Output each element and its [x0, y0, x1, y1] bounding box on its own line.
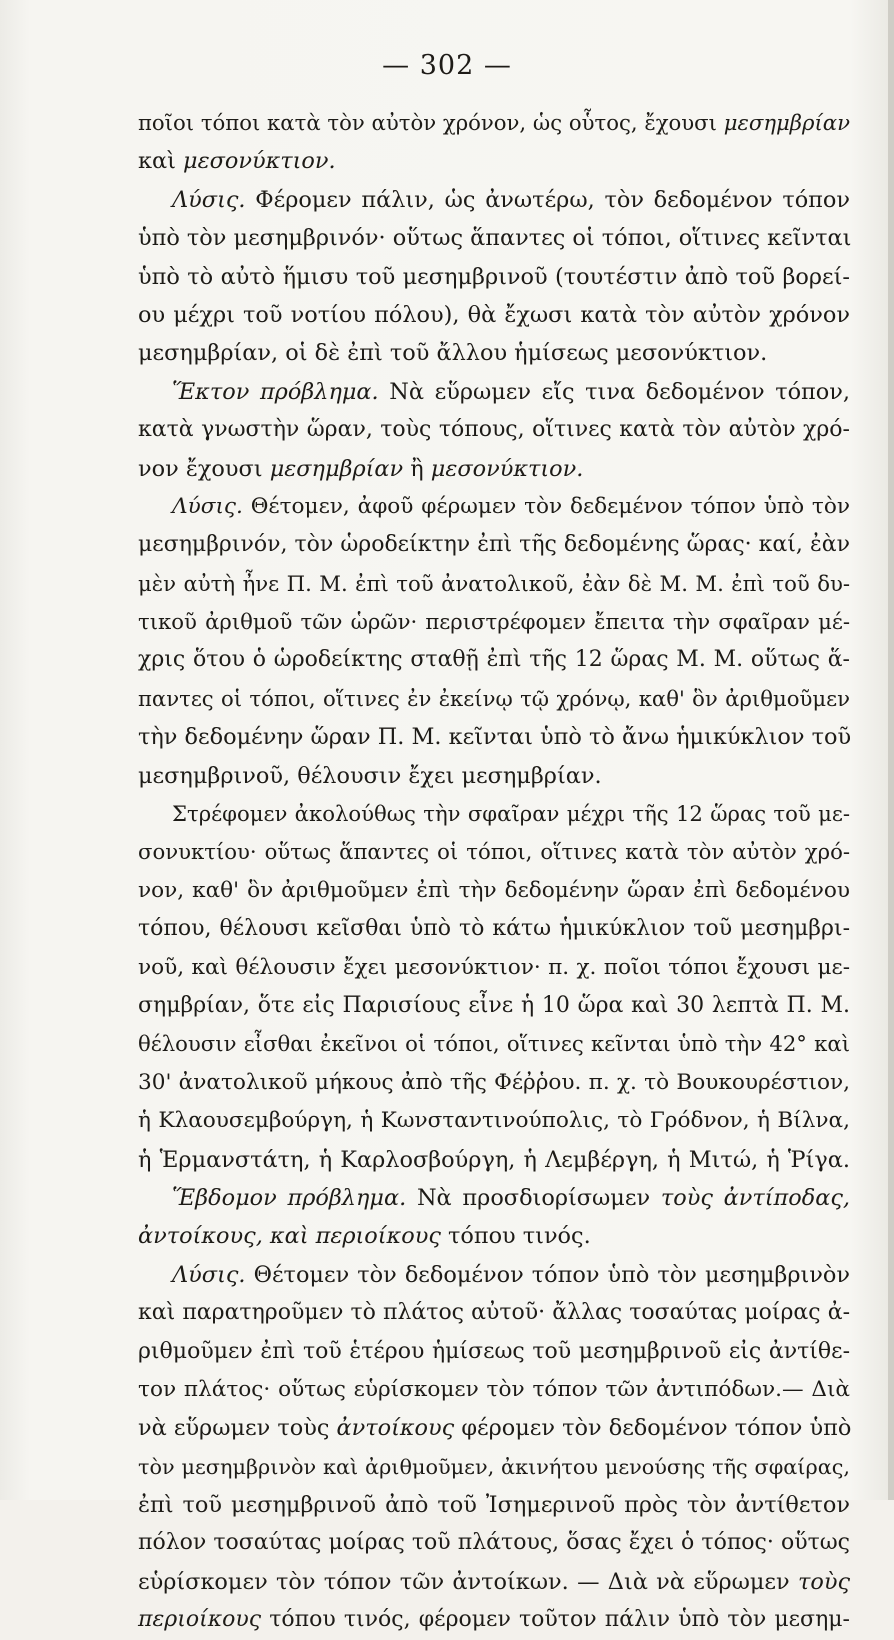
text-line — [138, 1601, 850, 1639]
text-line — [138, 987, 850, 1025]
italic-text-run: μεσονύκτιον. — [183, 148, 336, 175]
text-line — [138, 1179, 850, 1217]
text-line — [138, 373, 850, 411]
text-run: ἐπὶ τοῦ μεσημβρινοῦ ἀπὸ τοῦ Ἰσημερινοῦ πρὸς τὸν ἀντίθετον — [138, 1492, 850, 1519]
text-line — [138, 833, 850, 871]
text-line — [138, 1563, 850, 1601]
text-line — [138, 181, 850, 219]
text-run: τὸν μεσημβρινὸν καὶ ἀριθμοῦμεν, ἀκινήτου μενούσης τῆς σφαίρας, — [138, 1454, 850, 1479]
text-line — [138, 680, 850, 718]
text-run: μεσημβρίαν, οἱ δὲ ἐπὶ τοῦ ἄλλου ἡμίσεως μεσονύκτιον. — [138, 340, 768, 367]
text-run: ριθμοῦμεν ἐπὶ τοῦ ἑτέρου ἡμίσεως τοῦ μεσημβρινοῦ εἰς ἀντίθε- — [138, 1338, 850, 1364]
text-line — [138, 1025, 850, 1063]
text-run: Νὰ εὕρωμεν εἴς τινα δεδομένον τόπον, — [378, 378, 850, 405]
text-line — [138, 1333, 850, 1371]
text-run: σημβρίαν, ὅτε εἰς Παρισίους εἶνε ἡ 10 ὥρα καὶ 30 λεπτὰ Π. Μ. — [138, 992, 850, 1018]
italic-text-run: περιοίκους — [138, 1607, 262, 1633]
italic-text-run: Ἕβδομον πρόβλημα. — [172, 1184, 407, 1211]
text-line — [138, 872, 850, 910]
text-run: παντες οἱ τόποι, οἵτινες ἐν ἐκείνῳ τῷ χρόνῳ, καθ' ὃν ἀριθμοῦμεν — [138, 685, 850, 711]
text-line — [138, 1217, 850, 1255]
text-line — [138, 1409, 850, 1447]
text-run: Θέτομεν, ἀφοῦ φέρωμεν τὸν δεδεμένον τόπον ὑπὸ τὸν — [242, 493, 850, 519]
text-line — [138, 296, 850, 334]
text-run: Στρέφομεν ἀκολούθως τὴν σφαῖραν μέχρι τῆς 12 ὥρας τοῦ με- — [172, 801, 850, 827]
text-run: θέλουσιν εἶσθαι ἐκεῖνοι οἱ τόποι, οἵτινες κεῖνται ὑπὸ τὴν 42° καὶ — [138, 1031, 850, 1057]
text-run: τικοῦ ἀριθμοῦ τῶν ὡρῶν· περιστρέφομεν ἔπειτα τὴν σφαῖραν μέ- — [138, 609, 850, 635]
text-line — [138, 757, 850, 795]
italic-text-run: Ἕκτον πρόβλημα. — [172, 378, 379, 405]
text-run: ὑπὸ τὸν μεσημβρινόν· οὕτως ἅπαντες οἱ τόποι, οἵτινες κεῖνται — [138, 225, 852, 252]
text-line — [138, 219, 850, 257]
text-run: σονυκτίου· οὕτως ἅπαντες οἱ τόποι, οἵτινες κατὰ τὸν αὐτὸν χρό- — [138, 839, 850, 865]
text-run: μεσημβρινοῦ, θέλουσιν ἔχει μεσημβρίαν. — [138, 762, 602, 789]
text-run: νον, καθ' ὃν ἀριθμοῦμεν ἐπὶ τὴν δεδομένην ὥραν ἐπὶ δεδομένου — [138, 877, 850, 903]
italic-text-run: μεσονύκτιον. — [430, 455, 584, 482]
text-line — [138, 1294, 850, 1332]
text-run: ου μέχρι τοῦ νοτίου πόλου), θὰ ἔχωσι κατὰ τὸν αὐτὸν χρόνον — [138, 301, 850, 328]
text-line — [138, 411, 850, 449]
text-line — [138, 258, 850, 296]
text-line — [138, 641, 850, 679]
italic-text-run: ἀντοίκους — [336, 1415, 455, 1442]
text-run: ἢ — [403, 455, 431, 482]
text-run: Θέτομεν τὸν δεδομένον τόπον ὑπὸ τὸν μεσημβρινὸν — [245, 1261, 850, 1288]
text-line — [138, 795, 850, 833]
italic-text-run: μεσημβρίαν — [723, 110, 850, 135]
text-line — [138, 1371, 850, 1409]
text-run: ὑπὸ τὸ αὐτὸ ἥμισυ τοῦ μεσημβρινοῦ (τουτέστιν ἀπὸ τοῦ βορεί- — [138, 263, 850, 290]
italic-text-run: τοὺς — [797, 1568, 850, 1595]
text-line — [138, 1524, 850, 1562]
text-run: μεσημβρινόν, τὸν ὡροδείκτην ἐπὶ τῆς δεδομένης ὥρας· καί, ἐὰν — [138, 532, 850, 558]
text-line — [138, 104, 850, 142]
text-run: τον πλάτος· οὕτως εὑρίσκομεν τὸν τόπον τῶν ἀντιπόδων.— Διὰ — [138, 1376, 850, 1402]
text-run: νοῦ, καὶ θέλουσιν ἔχει μεσονύκτιον· π. χ. ποῖοι τόποι ἔχουσι με- — [138, 954, 850, 980]
text-line — [138, 1486, 850, 1524]
text-line — [138, 1448, 850, 1486]
italic-text-run: Λύσις. — [172, 186, 246, 213]
text-run: 30' ἀνατολικοῦ μήκους ἀπὸ τῆς Φέῤῥου. π. χ. τὸ Βουκουρέστιον, — [138, 1069, 850, 1095]
text-line — [138, 1102, 850, 1140]
text-run: τόπου τινός, φέρομεν τοῦτον πάλιν ὑπὸ τὸν μεσημ- — [261, 1607, 850, 1633]
text-run: ἡ Ἑρμανστάτη, ἡ Καρλοσβούργη, ἡ Λεμβέργη, ἡ Μιτώ, ἡ Ῥίγα. — [138, 1146, 850, 1173]
text-run: Φέρομεν πάλιν, ὡς ἀνωτέρω, τὸν δεδομένον τόπον — [245, 186, 850, 213]
text-run: εὑρίσκομεν τὸν τόπον τῶν ἀντοίκων. — Διὰ νὰ εὕρωμεν — [138, 1568, 798, 1595]
text-run: ἡ Κλαουσεμβούργη, ἡ Κωνσταντινούπολις, τὸ Γρόδνον, ἡ Βίλνα, — [138, 1108, 850, 1134]
text-run: κατὰ γνωστὴν ὥραν, τοὺς τόπους, οἵτινες κατὰ τὸν αὐτὸν χρό- — [138, 417, 850, 443]
text-line — [138, 949, 850, 987]
text-line — [138, 142, 850, 180]
italic-text-run: Λύσις. — [172, 493, 243, 519]
text-line — [138, 1141, 850, 1179]
text-line — [138, 565, 850, 603]
text-line — [138, 334, 850, 372]
text-line — [138, 450, 850, 488]
text-line — [138, 718, 850, 756]
text-run: Νὰ προσδιορίσωμεν — [406, 1184, 661, 1211]
text-run: μὲν αὐτὴ ἦνε Π. Μ. ἐπὶ τοῦ ἀνατολικοῦ, ἐὰν δὲ Μ. Μ. ἐπὶ τοῦ δυ- — [138, 570, 850, 596]
text-run: χρις ὅτου ὁ ὡροδείκτης σταθῇ ἐπὶ τῆς 12 ὥρας Μ. Μ. οὕτως ἅ- — [138, 647, 850, 673]
italic-text-run: ἀντοίκους, καὶ περιοίκους — [138, 1223, 441, 1250]
text-run: καὶ — [138, 148, 184, 175]
page-number: — 302 — — [382, 50, 512, 81]
page-edge — [888, 0, 894, 1500]
text-line — [138, 488, 850, 526]
text-run: τόπου, θέλουσι κεῖσθαι ὑπὸ τὸ κάτω ἡμικύκλιον τοῦ μεσημβρι- — [138, 916, 850, 942]
text-run: φέρομεν τὸν δεδομένον τόπον ὑπὸ — [454, 1415, 852, 1442]
italic-text-run: Λύσις. — [172, 1261, 246, 1288]
italic-text-run: τοὺς ἀντίποδας, — [660, 1184, 850, 1211]
text-run: τὴν δεδομένην ὥραν Π. Μ. κεῖνται ὑπὸ τὸ ἄνω ἡμικύκλιον τοῦ — [138, 724, 852, 751]
text-line — [138, 526, 850, 564]
text-line — [138, 1064, 850, 1102]
italic-text-run: μεσημβρίαν — [269, 455, 404, 482]
text-line — [138, 1256, 850, 1294]
text-run: πόλον τοσαύτας μοίρας τοῦ πλάτους, ὅσας ἔχει ὁ τόπος· οὕτως — [138, 1530, 850, 1556]
text-line — [138, 910, 850, 948]
text-line — [138, 603, 850, 641]
text-run: νον ἔχουσι — [138, 455, 270, 482]
text-run: καὶ παρατηροῦμεν τὸ πλάτος αὐτοῦ· ἄλλας τοσαύτας μοίρας ἀ- — [138, 1300, 850, 1326]
page-body-text — [138, 104, 850, 1640]
text-run: ποῖοι τόποι κατὰ τὸν αὐτὸν χρόνον, ὡς οὗτος, ἔχουσι — [138, 110, 724, 135]
text-run: τόπου τινός. — [440, 1223, 591, 1250]
text-run: νὰ εὕρωμεν τοὺς — [138, 1415, 337, 1442]
